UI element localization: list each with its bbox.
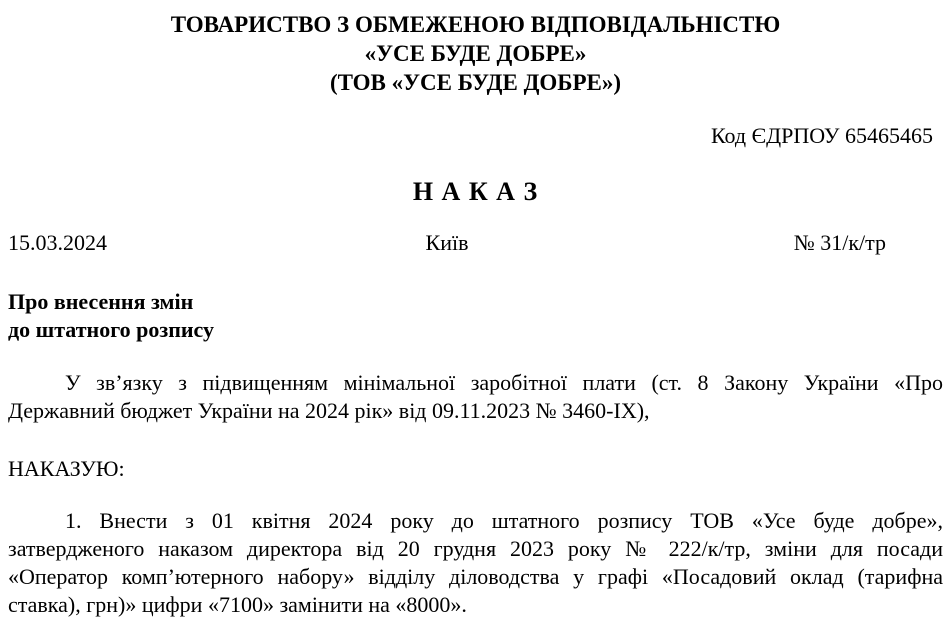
order-meta-row xyxy=(8,229,943,257)
preamble-line-1: У зв’язку з підвищенням мінімальної заробітної плати (ст. 8 Закону України «Про xyxy=(65,370,943,395)
order-subject-line-2: до штатного розпису xyxy=(8,317,215,342)
order-item-1 xyxy=(8,507,943,619)
org-name-line-3: (ТОВ «УСЕ БУДЕ ДОБРЕ») xyxy=(329,70,622,95)
order-subject-line-1: Про внесення змін xyxy=(8,289,194,314)
order-heading: Н А К А З xyxy=(412,177,539,206)
order-number: № 31/к/тр xyxy=(793,230,887,255)
preamble-paragraph xyxy=(8,369,943,425)
preamble-line-2: Державний бюджет України на 2024 рік» від 09.11.2023 № 3460-IX), xyxy=(8,398,650,423)
org-name-line-2: «УСЕ БУДЕ ДОБРЕ» xyxy=(364,41,587,66)
order-subject xyxy=(8,288,943,344)
resolution-word: НАКАЗУЮ: xyxy=(8,456,125,481)
item1-line-4: ставка), грн)» цифри «7100» замінити на «8000». xyxy=(8,592,467,617)
item1-line-1: 1. Внести з 01 квітня 2024 року до штатного розпису ТОВ «Усе буде добре», xyxy=(65,508,943,533)
order-date: 15.03.2024 xyxy=(8,230,107,255)
item1-line-3: «Оператор комп’ютерного набору» відділу діловодства у графі «Посадовий оклад (тарифна xyxy=(8,564,943,589)
item1-line-2: затвердженого наказом директора від 20 грудня 2023 року № 222/к/тр, зміни для посади xyxy=(8,536,943,561)
order-city: Київ xyxy=(425,230,469,255)
org-name-block xyxy=(8,10,943,97)
edrpou-code: Код ЄДРПОУ 65465465 xyxy=(710,123,933,148)
org-name-line-1: ТОВАРИСТВО З ОБМЕЖЕНОЮ ВІДПОВІДАЛЬНІСТЮ xyxy=(170,12,781,37)
